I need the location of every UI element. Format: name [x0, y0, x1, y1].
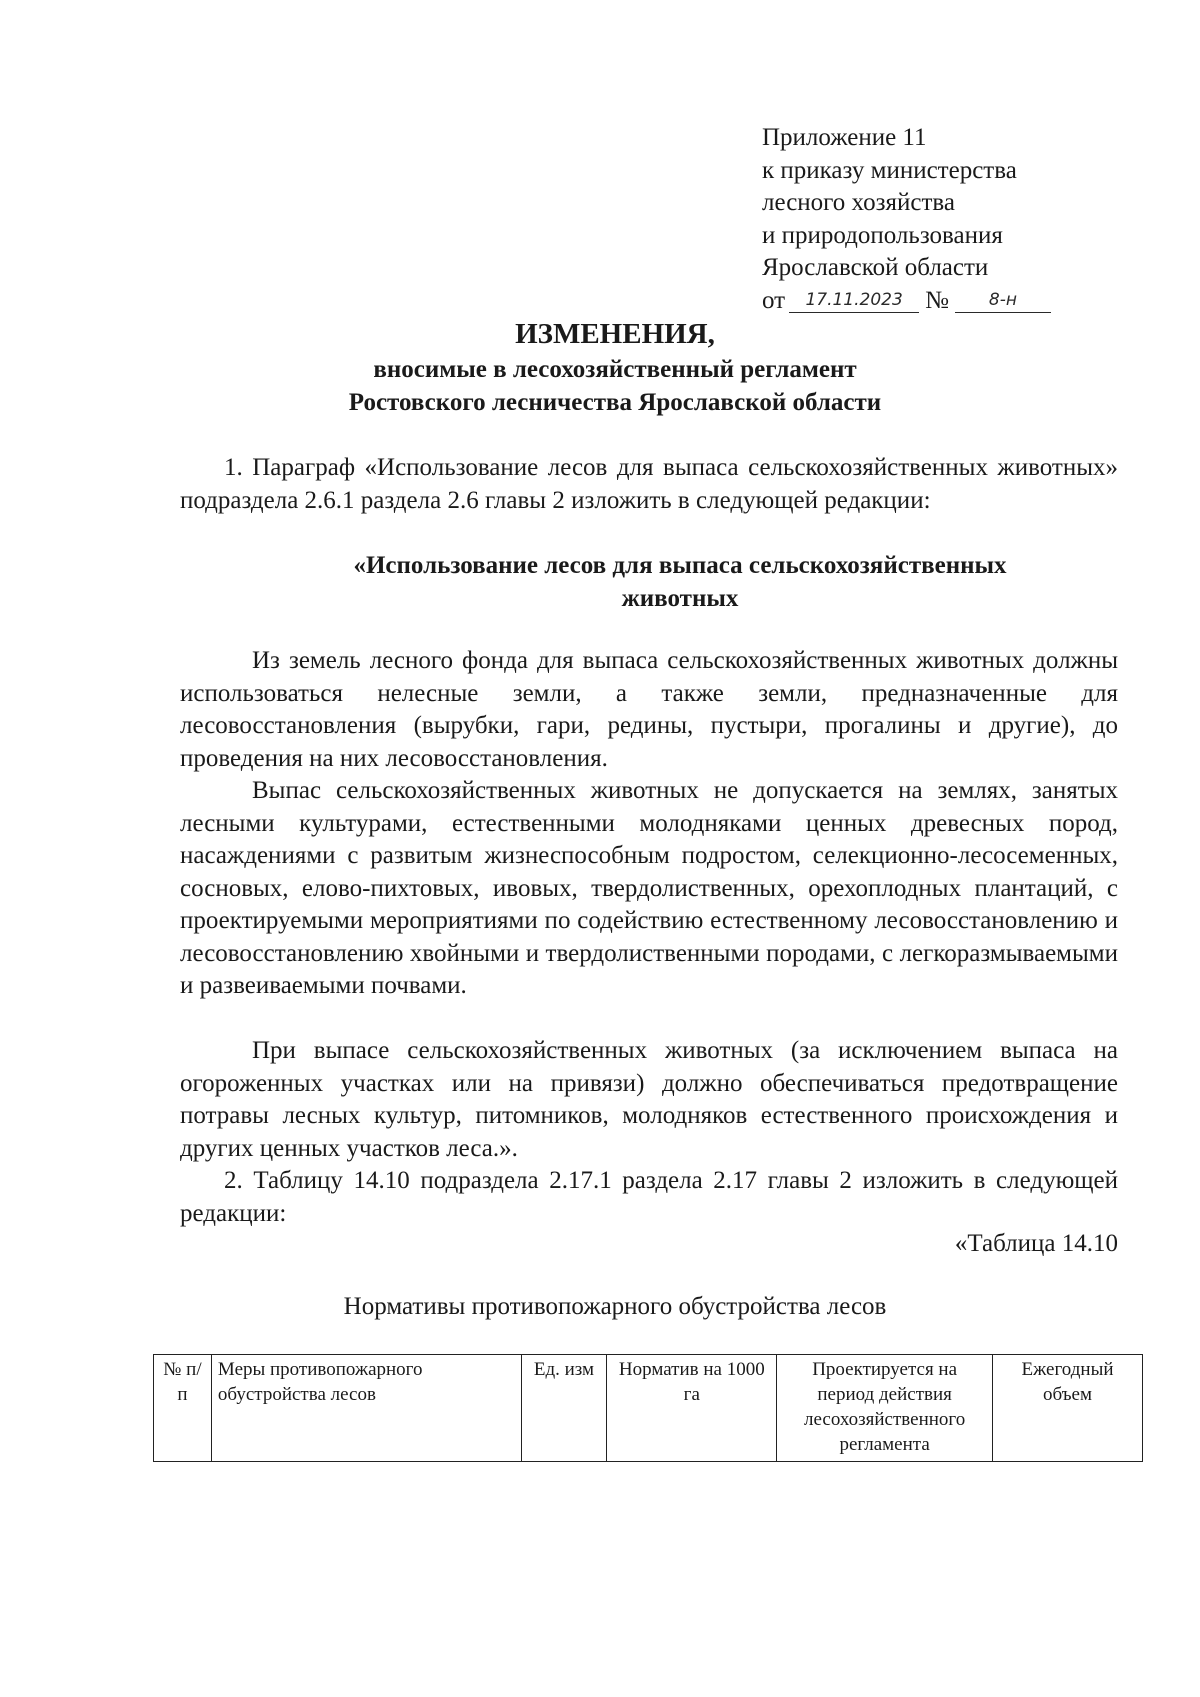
annex-line: и природопользования [762, 221, 1003, 249]
item-1-paragraph: 1. Параграф «Использование лесов для выпаса сельскохозяйственных животных» подраздела 2.6.1 раздела 2.6 главы 2 изложить в следующей редакции: [180, 454, 1118, 514]
table-label: «Таблица 14.10 [954, 1230, 1118, 1257]
number-label: № [925, 286, 949, 314]
norms-table [153, 1354, 1143, 1462]
item-2-paragraph: 2. Таблицу 14.10 подраздела 2.17.1 раздела 2.17 главы 2 изложить в следующей редакции: [180, 1167, 1118, 1227]
col-norm-header: Норматив на 1000 га [607, 1355, 777, 1462]
annex-line: к приказу министерства [762, 156, 1017, 184]
paragraph: Выпас сельскохозяйственных животных не допускается на землях, занятых лесными культурами, естественными молодняками ценных древесных пород, насаждениями с развитым жизнеспособным подростом, селекционно-лесосеменных, сосновых, елово-пихтовых, ивовых, твердолиственных, орехоплодных плантаций, с проектируемыми мероприятиями по содействию естественному лесовосстановлению и лесовосстановлению хвойными и твердолиственными породами, с легкоразмываемыми и развеиваемыми почвами. [180, 777, 1118, 999]
col-planned-header: Проектируется на период действия лесохозяйственного регламента [777, 1355, 993, 1462]
paragraph: При выпасе сельскохозяйственных животных (за исключением выпаса на огороженных участках или на привязи) должно обеспечиваться предотвращение потравы лесных культур, питомников, молодняков естественного происхождения и других ценных участков леса.». [180, 1037, 1118, 1162]
from-label: от [762, 286, 786, 314]
annex-date-line [762, 285, 1092, 318]
annex-line: Приложение 11 [762, 124, 927, 151]
handwritten-number: 8-н [955, 289, 1051, 313]
col-unit-header: Ед. изм [521, 1355, 607, 1462]
document-subtitle: Ростовского лесничества Ярославской области [348, 389, 882, 416]
document-title: ИЗМЕНЕНИЯ, [515, 318, 715, 350]
section-title: «Использование лесов для выпаса сельскохозяйственных животных [353, 552, 1007, 612]
annex-line: лесного хозяйства [762, 189, 955, 216]
table-caption: Нормативы противопожарного обустройства лесов [343, 1293, 887, 1320]
annex-line: Ярославской области [762, 254, 989, 281]
col-measures-header: Меры противопожарного обустройства лесов [211, 1355, 521, 1462]
paragraph: Из земель лесного фонда для выпаса сельскохозяйственных животных должны использоваться нелесные земли, а также земли, предназначенные для лесовосстановления (вырубки, гари, редины, пустыри, прогалины и другие), до проведения на них лесовосстановления. [180, 647, 1118, 772]
annex-block [762, 122, 1092, 317]
table-header-row [154, 1355, 1143, 1462]
handwritten-date: 17.11.2023 [789, 289, 919, 313]
document-subtitle: вносимые в лесохозяйственный регламент [373, 356, 857, 383]
col-annual-header: Ежегодный объем [993, 1355, 1143, 1462]
col-number-header: № п/п [154, 1355, 212, 1462]
